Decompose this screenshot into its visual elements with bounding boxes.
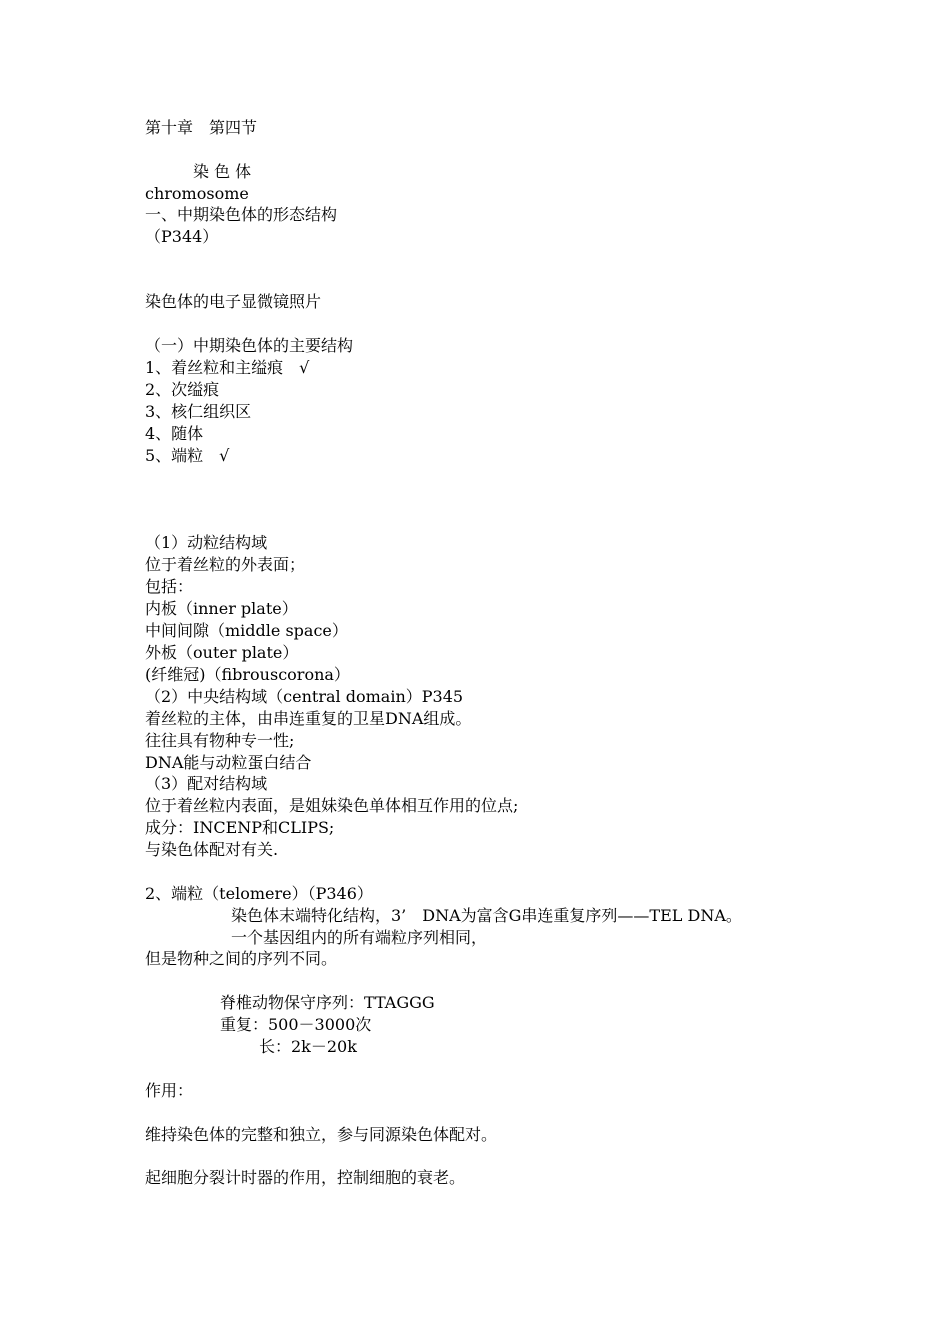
central-domain-line: 往往具有物种专一性;: [145, 731, 295, 750]
central-domain-heading: （2）中央结构域（central domain）P345: [145, 687, 464, 706]
title: 染 色 体: [193, 162, 252, 181]
telomere-line: 染色体末端特化结构，3’ DNA为富含G串连重复序列——TEL DNA。: [231, 906, 742, 925]
function-line: 起细胞分裂计时器的作用，控制细胞的衰老。: [145, 1168, 466, 1187]
kinetochore-heading: （1）动粒结构域: [145, 533, 268, 552]
kinetochore-includes: 包括：: [145, 577, 194, 596]
pairing-domain-heading: （3）配对结构域: [145, 774, 268, 793]
main-structures-heading: （一）中期染色体的主要结构: [145, 336, 354, 355]
kinetochore-part: 内板（inner plate）: [145, 599, 298, 618]
telomere-length: 长：2k－20k: [259, 1037, 357, 1056]
kinetochore-location: 位于着丝粒的外表面；: [145, 555, 306, 574]
pairing-domain-line: 位于着丝粒内表面，是姐妹染色单体相互作用的位点;: [145, 796, 519, 815]
telomere-line: 一个基因组内的所有端粒序列相同，: [231, 928, 488, 947]
structure-item: 2、次缢痕: [145, 380, 220, 399]
structure-item: 4、随体: [145, 424, 204, 443]
telomere-line: 但是物种之间的序列不同。: [145, 949, 338, 968]
kinetochore-part: 中间间隙（middle space）: [145, 621, 348, 640]
central-domain-line: 着丝粒的主体，由串连重复的卫星DNA组成。: [145, 709, 472, 728]
telomere-repeat-count: 重复：500－3000次: [220, 1015, 372, 1034]
section1-page-ref: （P344）: [145, 227, 219, 246]
function-line: 维持染色体的完整和独立，参与同源染色体配对。: [145, 1125, 498, 1144]
pairing-domain-line: 与染色体配对有关.: [145, 840, 279, 859]
function-heading: 作用：: [145, 1081, 194, 1100]
kinetochore-part: (纤维冠)（fibrouscorona）: [145, 665, 350, 684]
kinetochore-part: 外板（outer plate）: [145, 643, 299, 662]
chapter-heading: 第十章 第四节: [145, 118, 258, 137]
telomere-heading: 2、端粒（telomere）（P346）: [145, 884, 373, 903]
title-english: chromosome: [145, 184, 249, 203]
section1-heading: 一、中期染色体的形态结构: [145, 205, 338, 224]
pairing-domain-line: 成分：INCENP和CLIPS;: [145, 818, 335, 837]
central-domain-line: DNA能与动粒蛋白结合: [145, 753, 312, 772]
structure-item: 5、端粒 √: [145, 446, 230, 465]
em-photo-caption: 染色体的电子显微镜照片: [145, 292, 322, 311]
telomere-conserved-sequence: 脊椎动物保守序列：TTAGGG: [220, 993, 435, 1012]
structure-item: 1、着丝粒和主缢痕 √: [145, 358, 310, 377]
structure-item: 3、核仁组织区: [145, 402, 252, 421]
